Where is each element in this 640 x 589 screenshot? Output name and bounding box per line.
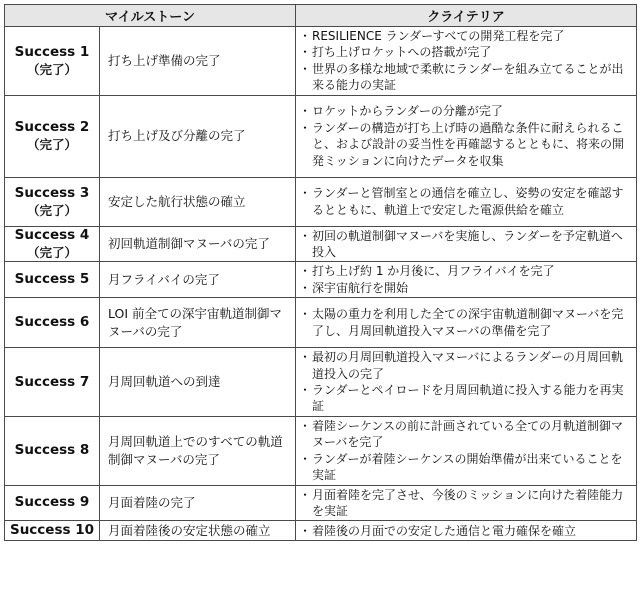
criteria-text: ロケットからランダーの分離が完了 bbox=[312, 104, 503, 119]
milestone-name: 初回軌道制御マヌーバの完了 bbox=[100, 226, 296, 262]
milestone-id: Success 7 bbox=[14, 373, 90, 390]
milestone-id: Success 6 bbox=[14, 314, 90, 331]
criteria-cell bbox=[296, 521, 637, 541]
milestone-header: マイルストーン bbox=[5, 5, 296, 27]
criteria-cell bbox=[296, 226, 637, 262]
header-row bbox=[5, 5, 637, 27]
milestone-id-cell bbox=[5, 95, 100, 177]
milestone-id: Success 3 bbox=[14, 184, 90, 201]
criteria-text: 初回の軌道制御マヌーバを実施し、ランダーを予定軌道へ投入 bbox=[312, 228, 623, 260]
milestone-id: Success 4 bbox=[14, 227, 90, 244]
criteria-item bbox=[298, 185, 634, 218]
bullet-icon: ・ bbox=[298, 350, 311, 365]
bullet-icon: ・ bbox=[298, 487, 311, 502]
criteria-item bbox=[298, 280, 634, 296]
criteria-item bbox=[298, 451, 634, 484]
milestone-name: 月面着陸の完了 bbox=[100, 485, 296, 521]
criteria-cell bbox=[296, 95, 637, 177]
bullet-icon: ・ bbox=[298, 228, 311, 243]
table-body bbox=[5, 27, 637, 541]
criteria-text: 世界の多様な地域で柔軟にランダーを組み立てることが出来る能力の実証 bbox=[312, 61, 624, 93]
milestone-name: LOI 前全ての深宇宙軌道制御マヌーバの完了 bbox=[100, 298, 296, 348]
criteria-text: 打ち上げロケットへの搭載が完了 bbox=[312, 45, 492, 60]
criteria-item bbox=[298, 306, 634, 339]
milestone-id: Success 9 bbox=[14, 494, 90, 511]
milestone-name: 安定した航行状態の確立 bbox=[100, 177, 296, 226]
criteria-item bbox=[298, 228, 634, 261]
table-row bbox=[5, 262, 637, 298]
milestone-id-cell bbox=[5, 485, 100, 521]
milestone-id-cell bbox=[5, 177, 100, 226]
table-row bbox=[5, 298, 637, 348]
milestone-name: 打ち上げ及び分離の完了 bbox=[100, 95, 296, 177]
milestone-name: 月フライバイの完了 bbox=[100, 262, 296, 298]
milestone-status: （完了） bbox=[26, 137, 77, 153]
criteria-item bbox=[298, 349, 634, 382]
milestone-id-cell bbox=[5, 416, 100, 485]
criteria-item bbox=[298, 103, 634, 119]
criteria-text: 最初の月周回軌道投入マヌーバによるランダーの月周回軌道投入の完了 bbox=[312, 350, 623, 381]
criteria-text: 深宇宙航行を開始 bbox=[312, 280, 409, 295]
bullet-icon: ・ bbox=[298, 120, 311, 135]
criteria-cell bbox=[296, 348, 637, 417]
milestone-id: Success 1 bbox=[14, 43, 90, 60]
criteria-item bbox=[298, 418, 634, 451]
milestone-name: 月周回軌道上でのすべての軌道制御マヌーバの完了 bbox=[100, 416, 296, 485]
criteria-text: 太陽の重力を利用した全ての深宇宙軌道制御マヌーバを完了し、月周回軌道投入マヌーバの準備を完了 bbox=[312, 307, 624, 338]
milestone-id: Success 2 bbox=[14, 119, 90, 136]
milestone-id: Success 8 bbox=[14, 442, 90, 459]
milestone-table bbox=[4, 4, 637, 541]
criteria-cell bbox=[296, 485, 637, 521]
criteria-item bbox=[298, 44, 634, 60]
milestone-name: 月周回軌道への到達 bbox=[100, 348, 296, 417]
milestone-name: 打ち上げ準備の完了 bbox=[100, 27, 296, 96]
milestone-id-cell bbox=[5, 521, 100, 541]
table-row bbox=[5, 485, 637, 521]
milestone-status: （完了） bbox=[26, 202, 77, 218]
bullet-icon: ・ bbox=[298, 29, 311, 43]
criteria-text: 着陸シーケンスの前に計画されている全ての月軌道制御マヌーバを完了 bbox=[312, 418, 624, 450]
criteria-cell bbox=[296, 262, 637, 298]
criteria-text: ランダーと管制室との通信を確立し、姿勢の安定を確認するとともに、軌道上で安定した電源供給を確立 bbox=[312, 186, 624, 217]
milestone-id-cell bbox=[5, 348, 100, 417]
criteria-text: ランダーが着陸シーケンスの開始準備が出来ていることを実証 bbox=[312, 451, 623, 483]
criteria-item bbox=[298, 382, 634, 415]
criteria-item bbox=[298, 523, 634, 539]
criteria-cell bbox=[296, 416, 637, 485]
table-row bbox=[5, 177, 637, 226]
criteria-text: ランダーの構造が打ち上げ時の過酷な条件に耐えられること、および設計の妥当性を再確認するとともに、将来の開発ミッションに向けたデータを収集 bbox=[312, 120, 625, 168]
milestone-status: （完了） bbox=[26, 61, 77, 77]
criteria-cell bbox=[296, 298, 637, 348]
table-row bbox=[5, 27, 637, 96]
milestone-id-cell bbox=[5, 298, 100, 348]
criteria-cell bbox=[296, 177, 637, 226]
criteria-item bbox=[298, 263, 634, 279]
milestone-status: （完了） bbox=[26, 245, 77, 261]
bullet-icon: ・ bbox=[298, 186, 311, 201]
milestone-id: Success 10 bbox=[9, 522, 95, 539]
milestone-id: Success 5 bbox=[14, 271, 90, 288]
criteria-text: 月面着陸を完了させ、今後のミッションに向けた着陸能力を実証 bbox=[312, 487, 624, 518]
bullet-icon: ・ bbox=[298, 61, 311, 76]
criteria-text: 打ち上げ約 1 か月後に、月フライバイを完了 bbox=[312, 264, 555, 279]
criteria-text: 着陸後の月面での安定した通信と電力確保を確立 bbox=[312, 523, 577, 538]
milestone-name: 月面着陸後の安定状態の確立 bbox=[100, 521, 296, 541]
bullet-icon: ・ bbox=[298, 104, 311, 119]
criteria-item bbox=[298, 28, 634, 44]
table-row bbox=[5, 521, 637, 541]
bullet-icon: ・ bbox=[298, 418, 311, 433]
bullet-icon: ・ bbox=[298, 264, 311, 279]
bullet-icon: ・ bbox=[298, 523, 311, 538]
table-row bbox=[5, 226, 637, 262]
criteria-text: RESILIENCE ランダーすべての開発工程を完了 bbox=[312, 29, 565, 43]
milestone-id-cell bbox=[5, 27, 100, 96]
bullet-icon: ・ bbox=[298, 45, 311, 60]
criteria-item bbox=[298, 120, 634, 169]
bullet-icon: ・ bbox=[298, 451, 311, 466]
table-row bbox=[5, 348, 637, 417]
milestone-id-cell bbox=[5, 262, 100, 298]
bullet-icon: ・ bbox=[298, 307, 311, 322]
criteria-text: ランダーとペイロードを月周回軌道に投入する能力を再実証 bbox=[312, 383, 624, 414]
table-row bbox=[5, 416, 637, 485]
bullet-icon: ・ bbox=[298, 383, 311, 398]
criteria-item bbox=[298, 487, 634, 520]
criteria-cell bbox=[296, 27, 637, 96]
criteria-item bbox=[298, 61, 634, 94]
criteria-header: クライテリア bbox=[296, 5, 637, 27]
table-row bbox=[5, 95, 637, 177]
bullet-icon: ・ bbox=[298, 280, 311, 295]
milestone-id-cell bbox=[5, 226, 100, 262]
